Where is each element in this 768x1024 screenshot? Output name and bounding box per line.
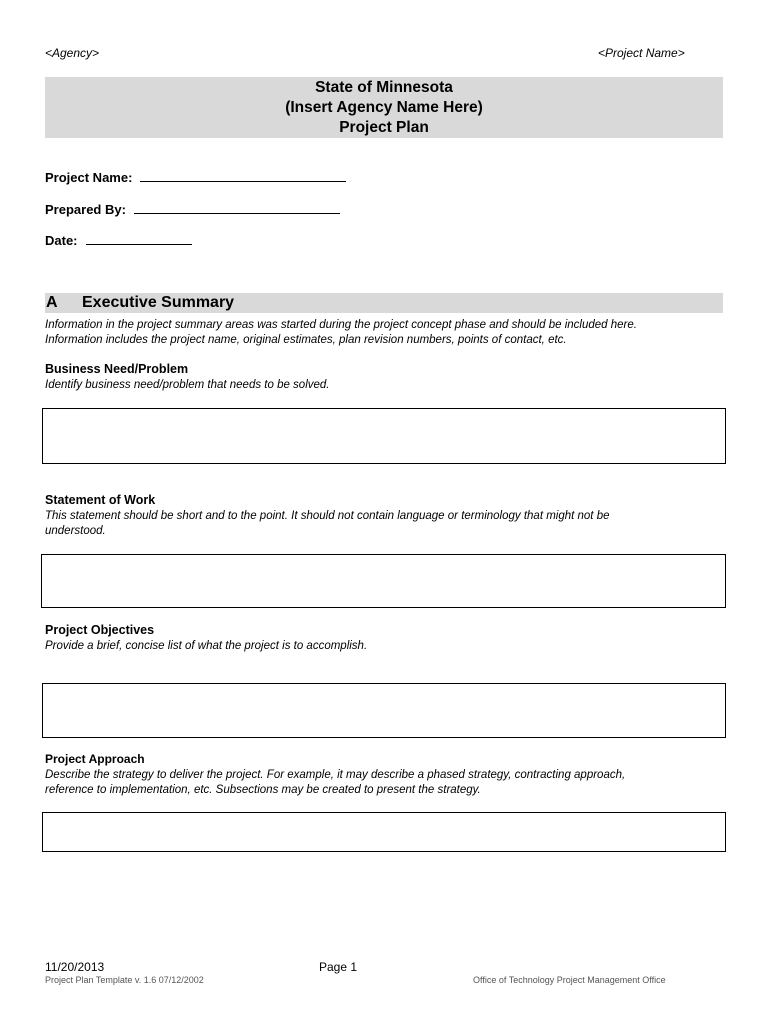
footer-office: Office of Technology Project Management Office <box>473 975 666 985</box>
business-need-heading: Business Need/Problem <box>45 362 189 376</box>
section-letter: A <box>46 294 58 311</box>
business-need-input-box[interactable] <box>42 408 726 464</box>
statement-of-work-desc-line1: This statement should be short and to the point. It should not contain language or terminology that might not be <box>45 510 610 522</box>
section-intro-line1: Information in the project summary areas was started during the project concept phase and should be included here. <box>45 319 637 331</box>
prepared-by-blank[interactable] <box>134 201 340 214</box>
project-name-label: Project Name: <box>45 170 133 185</box>
title-state: State of Minnesota <box>315 78 453 96</box>
title-document: Project Plan <box>339 118 429 136</box>
footer-template-version: Project Plan Template v. 1.6 07/12/2002 <box>45 975 204 985</box>
project-approach-desc-line1: Describe the strategy to deliver the project. For example, it may describe a phased strategy, contracting approach, <box>45 769 626 781</box>
project-name-field <box>45 169 346 185</box>
section-intro-line2: Information includes the project name, original estimates, plan revision numbers, points of contact, etc. <box>45 334 567 346</box>
statement-of-work-heading: Statement of Work <box>45 493 156 507</box>
business-need-desc: Identify business need/problem that needs to be solved. <box>45 379 330 391</box>
project-objectives-heading: Project Objectives <box>45 623 155 637</box>
date-field <box>45 232 192 248</box>
project-name-blank[interactable] <box>140 169 346 182</box>
footer-date: 11/20/2013 <box>45 960 105 974</box>
section-title: Executive Summary <box>82 294 235 311</box>
statement-of-work-desc-line2: understood. <box>45 525 106 537</box>
project-name-placeholder: <Project Name> <box>598 46 685 60</box>
statement-of-work-input-box[interactable] <box>41 554 726 608</box>
project-objectives-desc: Provide a brief, concise list of what the project is to accomplish. <box>45 640 368 652</box>
project-objectives-input-box[interactable] <box>42 683 726 738</box>
prepared-by-field <box>45 201 340 217</box>
project-approach-desc-line2: reference to implementation, etc. Subsections may be created to present the strategy. <box>45 784 481 796</box>
title-band <box>45 77 723 138</box>
section-a-heading <box>45 293 723 313</box>
date-label: Date: <box>45 233 78 248</box>
project-approach-input-box[interactable] <box>42 812 726 852</box>
footer-page-number: Page 1 <box>319 960 358 974</box>
date-blank[interactable] <box>86 232 192 245</box>
agency-placeholder: <Agency> <box>45 46 100 60</box>
project-approach-heading: Project Approach <box>45 752 145 766</box>
title-agency: (Insert Agency Name Here) <box>285 98 483 116</box>
prepared-by-label: Prepared By: <box>45 202 126 217</box>
